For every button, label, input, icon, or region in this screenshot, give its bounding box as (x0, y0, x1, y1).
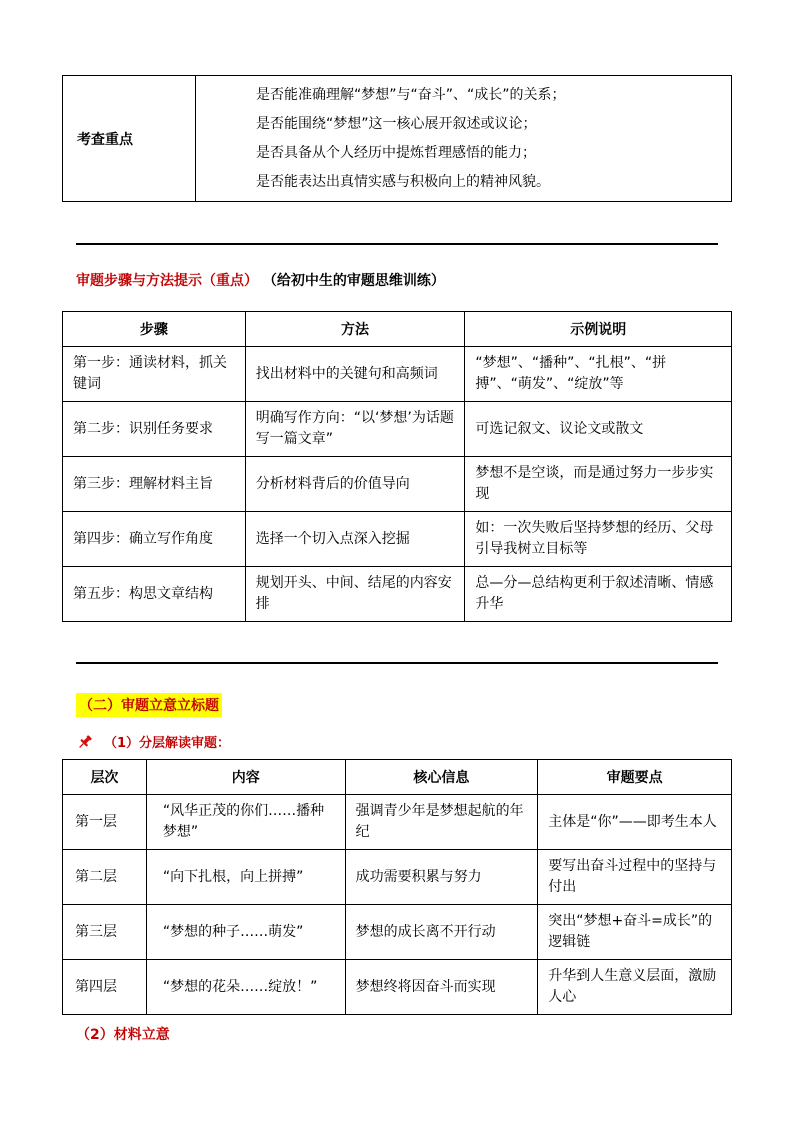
table-row (63, 850, 732, 905)
table-row (63, 347, 732, 402)
core-info-cell: 成功需要积累与努力 (345, 850, 538, 905)
steps-section-title (76, 270, 445, 290)
steps-table (62, 311, 732, 622)
content-cell: “风华正茂的你们……播种梦想” (146, 795, 345, 850)
content-cell: “向下扎根，向上拼搏” (146, 850, 345, 905)
focus-point: 是否具备从个人经历中提炼哲理感悟的能力； (256, 144, 536, 161)
method-cell: 分析材料背后的价值导向 (245, 457, 465, 512)
layer-cell: 第四层 (63, 960, 147, 1015)
subsection-2-heading: （2）材料立意 (76, 1027, 170, 1043)
focus-points (196, 76, 732, 202)
header-key-points: 审题要点 (538, 760, 732, 795)
layers-table (62, 759, 732, 1015)
key-point-cell: 突出“梦想+奋斗=成长”的逻辑链 (538, 905, 732, 960)
example-cell: 总—分—总结构更利于叙述清晰、情感升华 (465, 567, 732, 622)
table-header-row (63, 312, 732, 347)
layer-cell: 第一层 (63, 795, 147, 850)
pushpin-icon (76, 733, 94, 751)
header-method: 方法 (245, 312, 465, 347)
header-layer: 层次 (63, 760, 147, 795)
focus-point: 是否能准确理解“梦想”与“奋斗”、“成长”的关系； (256, 86, 566, 103)
step-cell: 第三步：理解材料主旨 (63, 457, 246, 512)
focus-table (62, 75, 732, 202)
layer-cell: 第二层 (63, 850, 147, 905)
example-cell: “梦想”、“播种”、“扎根”、“拼搏”、“萌发”、“绽放”等 (465, 347, 732, 402)
step-cell: 第二步：识别任务要求 (63, 402, 246, 457)
method-cell: 选择一个切入点深入挖掘 (245, 512, 465, 567)
steps-title-main: 审题步骤与方法提示（重点） (76, 273, 258, 289)
header-core-info: 核心信息 (345, 760, 538, 795)
core-info-cell: 强调青少年是梦想起航的年纪 (345, 795, 538, 850)
table-row (63, 960, 732, 1015)
method-cell: 明确写作方向：“以‘梦想’为话题写一篇文章” (245, 402, 465, 457)
step-cell: 第五步：构思文章结构 (63, 567, 246, 622)
content-cell: “梦想的花朵……绽放！” (146, 960, 345, 1015)
table-row (63, 795, 732, 850)
table-row (63, 457, 732, 512)
header-step: 步骤 (63, 312, 246, 347)
steps-title-note: （给初中生的审题思维训练） (258, 273, 445, 289)
layer-cell: 第三层 (63, 905, 147, 960)
key-point-cell: 要写出奋斗过程中的坚持与付出 (538, 850, 732, 905)
core-info-cell: 梦想终将因奋斗而实现 (345, 960, 538, 1015)
table-row (63, 567, 732, 622)
focus-point: 是否能表达出真情实感与积极向上的精神风貌。 (256, 173, 550, 190)
table-header-row (63, 760, 732, 795)
section2-title: （二）审题立意立标题 (76, 693, 222, 717)
table-row (63, 905, 732, 960)
example-cell: 如：一次失败后坚持梦想的经历、父母引导我树立目标等 (465, 512, 732, 567)
example-cell: 梦想不是空谈，而是通过努力一步步实现 (465, 457, 732, 512)
example-cell: 可选记叙文、议论文或散文 (465, 402, 732, 457)
method-cell: 规划开头、中间、结尾的内容安排 (245, 567, 465, 622)
step-cell: 第四步：确立写作角度 (63, 512, 246, 567)
focus-point: 是否能围绕“梦想”这一核心展开叙述或议论； (256, 115, 537, 132)
core-info-cell: 梦想的成长离不开行动 (345, 905, 538, 960)
method-cell: 找出材料中的关键句和高频词 (245, 347, 465, 402)
subsection-1-heading (76, 732, 230, 751)
subsection-1-label: （1）分层解读审题： (104, 736, 231, 751)
step-cell: 第一步：通读材料，抓关键词 (63, 347, 246, 402)
content-cell: “梦想的种子……萌发” (146, 905, 345, 960)
table-row (63, 402, 732, 457)
header-content: 内容 (146, 760, 345, 795)
header-example: 示例说明 (465, 312, 732, 347)
focus-label: 考查重点 (63, 76, 196, 202)
divider (76, 662, 718, 664)
key-point-cell: 升华到人生意义层面，激励人心 (538, 960, 732, 1015)
divider (76, 243, 718, 245)
key-point-cell: 主体是“你”——即考生本人 (538, 795, 732, 850)
table-row (63, 512, 732, 567)
